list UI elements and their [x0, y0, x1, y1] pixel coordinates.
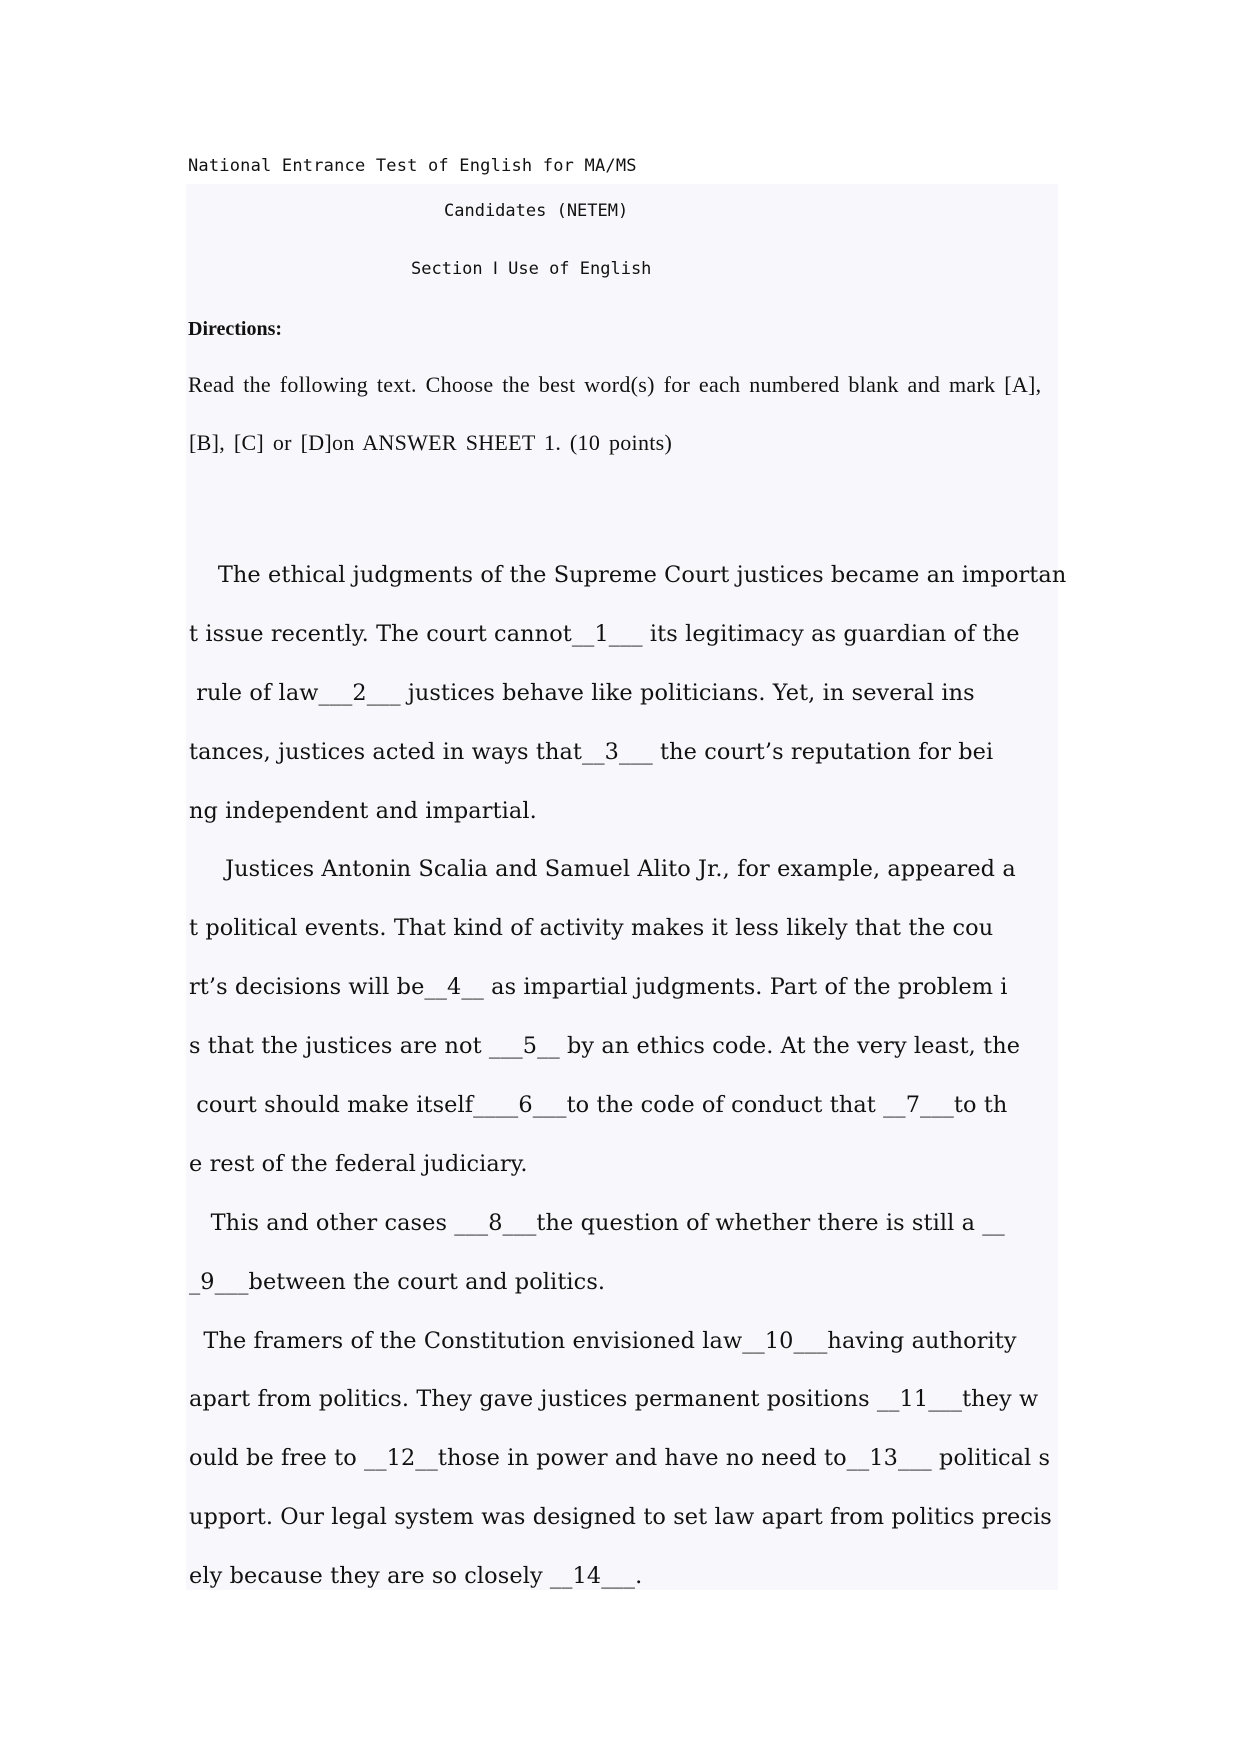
- passage-line: Justices Antonin Scalia and Samuel Alito Jr., for example, appeared a: [189, 856, 1016, 883]
- passage-line: This and other cases ___8___the question of whether there is still a __: [189, 1209, 1005, 1236]
- directions-line-2: [B], [C] or [D]on ANSWER SHEET 1. (10 points): [189, 430, 673, 455]
- passage-line: apart from politics. They gave justices permanent positions __11___they w: [189, 1386, 1039, 1413]
- passage-line: upport. Our legal system was designed to set law apart from politics precis: [189, 1504, 1052, 1531]
- passage-line: ng independent and impartial.: [189, 797, 537, 824]
- passage-line: tances, justices acted in ways that__3___ the court’s reputation for bei: [189, 738, 994, 765]
- passage-line: rt’s decisions will be__4__ as impartial judgments. Part of the problem i: [189, 974, 1008, 1001]
- passage-line: t issue recently. The court cannot__1___ its legitimacy as guardian of the: [189, 620, 1020, 647]
- passage-line: s that the justices are not ___5__ by an ethics code. At the very least, the: [189, 1033, 1021, 1060]
- passage-line: e rest of the federal judiciary.: [189, 1150, 528, 1177]
- document-header: National Entrance Test of English for MA/MS: [188, 156, 637, 176]
- passage-line: t political events. That kind of activity makes it less likely that the cou: [189, 915, 994, 942]
- passage-line: The ethical judgments of the Supreme Court justices became an importan: [189, 562, 1067, 588]
- passage-text: [189, 546, 1067, 1606]
- directions-line-1: Read the following text. Choose the best word(s) for each numbered blank and mark [A],: [188, 372, 1042, 397]
- passage-line: court should make itself____6___to the code of conduct that __7___to th: [189, 1092, 1008, 1119]
- passage-line: ould be free to __12__those in power and have no need to__13___ political s: [189, 1445, 1051, 1472]
- passage-line: ely because they are so closely __14___.: [189, 1563, 643, 1590]
- passage-line: The framers of the Constitution envisioned law__10___having authority: [189, 1327, 1017, 1354]
- document-subtitle: Candidates (NETEM): [444, 201, 629, 221]
- passage-line: _9___between the court and politics.: [189, 1268, 606, 1295]
- directions-heading: Directions:: [188, 318, 283, 340]
- passage-line: rule of law___2___ justices behave like politicians. Yet, in several ins: [189, 679, 975, 706]
- section-title: Section Ⅰ Use of English: [411, 259, 652, 279]
